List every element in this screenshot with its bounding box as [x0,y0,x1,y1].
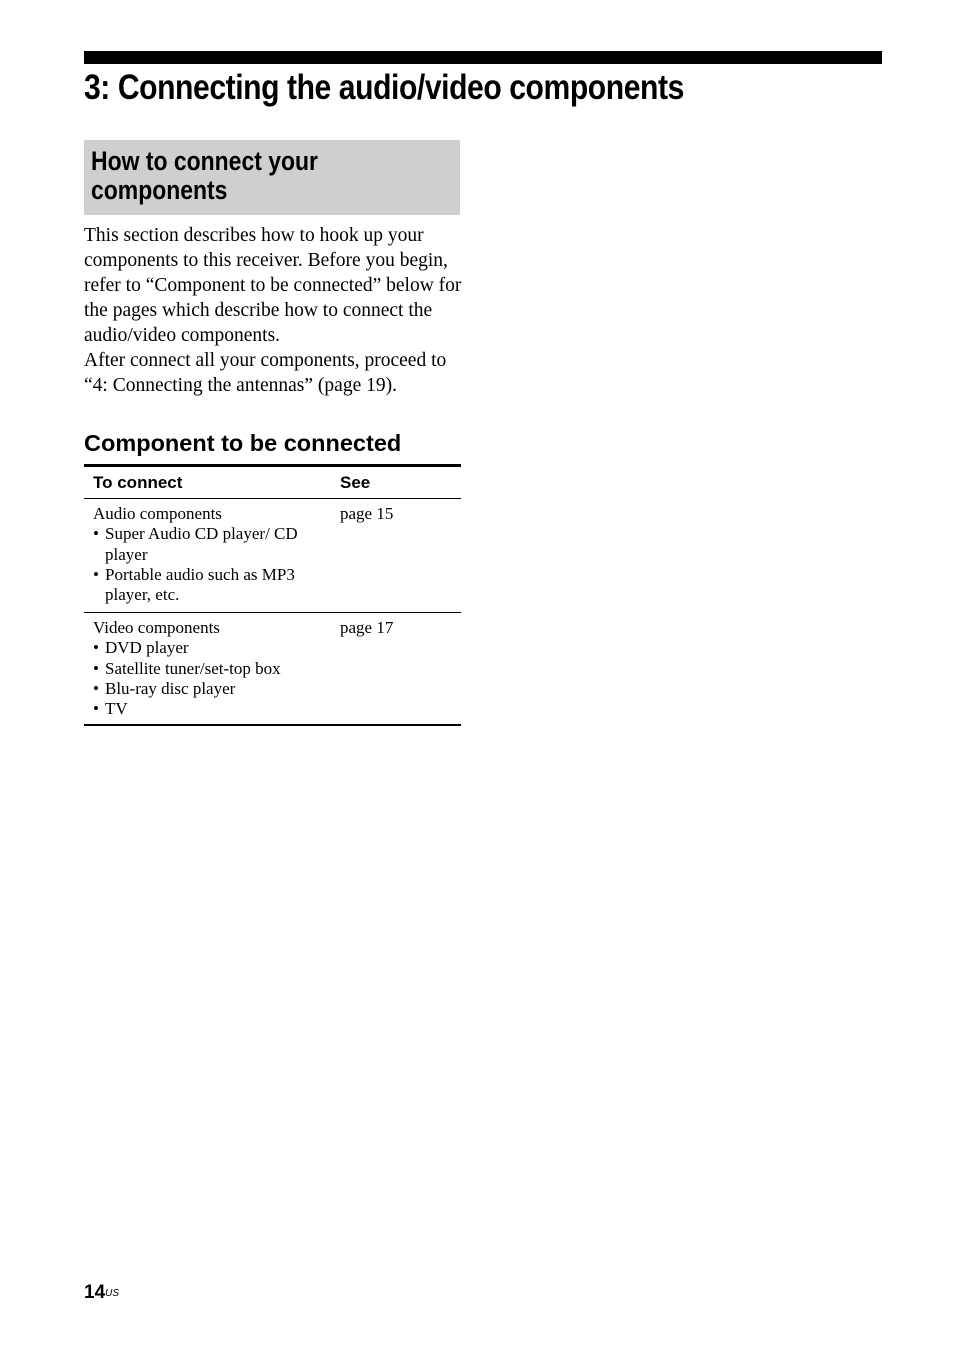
page-number [84,1281,119,1305]
row-title: Audio components [93,504,222,523]
section-title: How to connect your components [91,146,318,205]
header-to-connect: To connect [93,472,183,492]
list-item: • Satellite tuner/set-top box [93,659,340,679]
page-number-value: 14 [84,1282,106,1303]
table-row [84,612,461,724]
bullet-list [93,638,340,719]
chapter-top-rule [84,51,882,64]
list-item: • Portable audio such as MP3 player, etc. [93,565,340,606]
see-page: page 17 [340,618,394,637]
chapter-title: 3: Connecting the audio/video components [84,68,684,107]
list-item: • Blu-ray disc player [93,679,340,699]
table-header [84,467,461,499]
header-see: See [340,472,371,492]
section-heading-box [84,140,460,215]
table-row [84,499,461,612]
row-title: Video components [93,618,220,637]
intro-paragraph-1: This section describes how to hook up your components to this receiver. Before you begin, refer to “Component to be connected” below for the pages which describe how to connect the audio/video components. [84,225,462,346]
see-page: page 15 [340,504,394,523]
bullet-list [93,524,340,605]
component-table [84,464,461,726]
list-item: • TV [93,699,340,719]
intro-paragraph-2: After connect all your components, proceed to “4: Connecting the antennas” (page 19). [84,350,447,396]
list-item: • Super Audio CD player/ CD player [93,524,340,565]
intro-text [84,223,462,398]
list-item: • DVD player [93,638,340,658]
region-code: US [105,1288,120,1299]
subsection-title: Component to be connected [84,430,402,456]
